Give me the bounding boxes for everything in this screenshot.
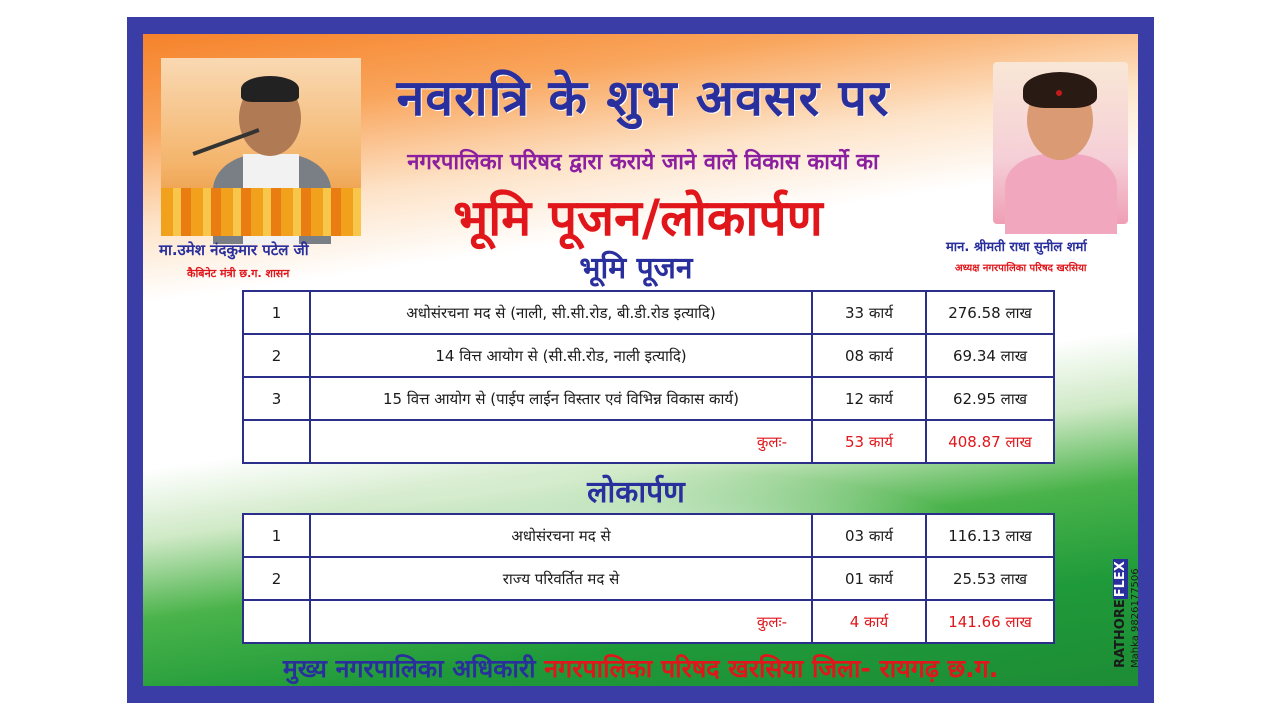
row-description: 14 वित्त आयोग से (सी.सी.रोड, नाली इत्यादि) xyxy=(310,334,812,377)
table-row xyxy=(243,557,1054,600)
row-number: 1 xyxy=(243,514,310,557)
row-amount: 116.13 लाख xyxy=(926,514,1054,557)
lokarpan-heading: लोकार्पण xyxy=(587,475,685,510)
row-description: अधोसंरचना मद से xyxy=(310,514,812,557)
row-description: राज्य परिवर्तित मद से xyxy=(310,557,812,600)
brand-name xyxy=(1113,532,1129,668)
footer-council: नगरपालिका परिषद खरसिया जिला- रायगढ़ छ.ग. xyxy=(544,654,999,683)
row-amount: 69.34 लाख xyxy=(926,334,1054,377)
poster-banner xyxy=(143,34,1141,686)
table-total-row xyxy=(243,420,1054,463)
table-row xyxy=(243,291,1054,334)
table-row xyxy=(243,377,1054,420)
row-work-count: 03 कार्य xyxy=(812,514,926,557)
lokarpan-table xyxy=(242,513,1055,644)
row-work-count: 12 कार्य xyxy=(812,377,926,420)
row-number: 1 xyxy=(243,291,310,334)
bhoomi-pujan-table xyxy=(242,290,1055,464)
total-work-count: 4 कार्य xyxy=(812,600,926,643)
left-person-name: मा.उमेश नंदकुमार पटेल जी xyxy=(159,241,309,259)
row-number: 2 xyxy=(243,557,310,600)
poster-frame xyxy=(127,17,1154,703)
printer-brand xyxy=(1113,532,1153,668)
row-work-count: 33 कार्य xyxy=(812,291,926,334)
brand-name-part1: RATHORE xyxy=(1113,599,1128,668)
bhoomi-pujan-heading: भूमि पूजन xyxy=(579,251,693,286)
brand-name-part2: FLEX xyxy=(1113,561,1128,598)
footer-officer: मुख्य नगरपालिका अधिकारी xyxy=(282,654,536,683)
poster-subtitle: नगरपालिका परिषद द्वारा कराये जाने वाले विकास कार्यो का xyxy=(407,150,879,175)
table-total-row xyxy=(243,600,1054,643)
row-description: अधोसंरचना मद से (नाली, सी.सी.रोड, बी.डी.रोड इत्यादि) xyxy=(310,291,812,334)
total-amount: 408.87 लाख xyxy=(926,420,1054,463)
total-empty-cell xyxy=(243,600,310,643)
poster-headline: भूमि पूजन/लोकार्पण xyxy=(453,189,823,247)
row-description: 15 वित्त आयोग से (पाईप लाईन विस्तार एवं विभिन्न विकास कार्य) xyxy=(310,377,812,420)
table-row xyxy=(243,334,1054,377)
total-work-count: 53 कार्य xyxy=(812,420,926,463)
poster-title: नवरात्रि के शुभ अवसर पर xyxy=(396,69,890,127)
row-work-count: 01 कार्य xyxy=(812,557,926,600)
row-amount: 276.58 लाख xyxy=(926,291,1054,334)
right-person-role: अध्यक्ष नगरपालिका परिषद खरसिया xyxy=(955,263,1087,274)
right-person-photo xyxy=(993,62,1128,224)
row-number: 2 xyxy=(243,334,310,377)
total-amount: 141.66 लाख xyxy=(926,600,1054,643)
right-person-name: मान. श्रीमती राधा सुनील शर्मा xyxy=(946,240,1087,255)
left-person-role: कैबिनेट मंत्री छ.ग. शासन xyxy=(187,267,290,280)
total-label: कुलः- xyxy=(310,600,812,643)
brand-phone: Mahka 9826177506 xyxy=(1130,568,1141,668)
row-amount: 62.95 लाख xyxy=(926,377,1054,420)
total-label: कुलः- xyxy=(310,420,812,463)
row-work-count: 08 कार्य xyxy=(812,334,926,377)
footer-line xyxy=(143,651,1138,685)
table-row xyxy=(243,514,1054,557)
total-empty-cell xyxy=(243,420,310,463)
row-amount: 25.53 लाख xyxy=(926,557,1054,600)
row-number: 3 xyxy=(243,377,310,420)
